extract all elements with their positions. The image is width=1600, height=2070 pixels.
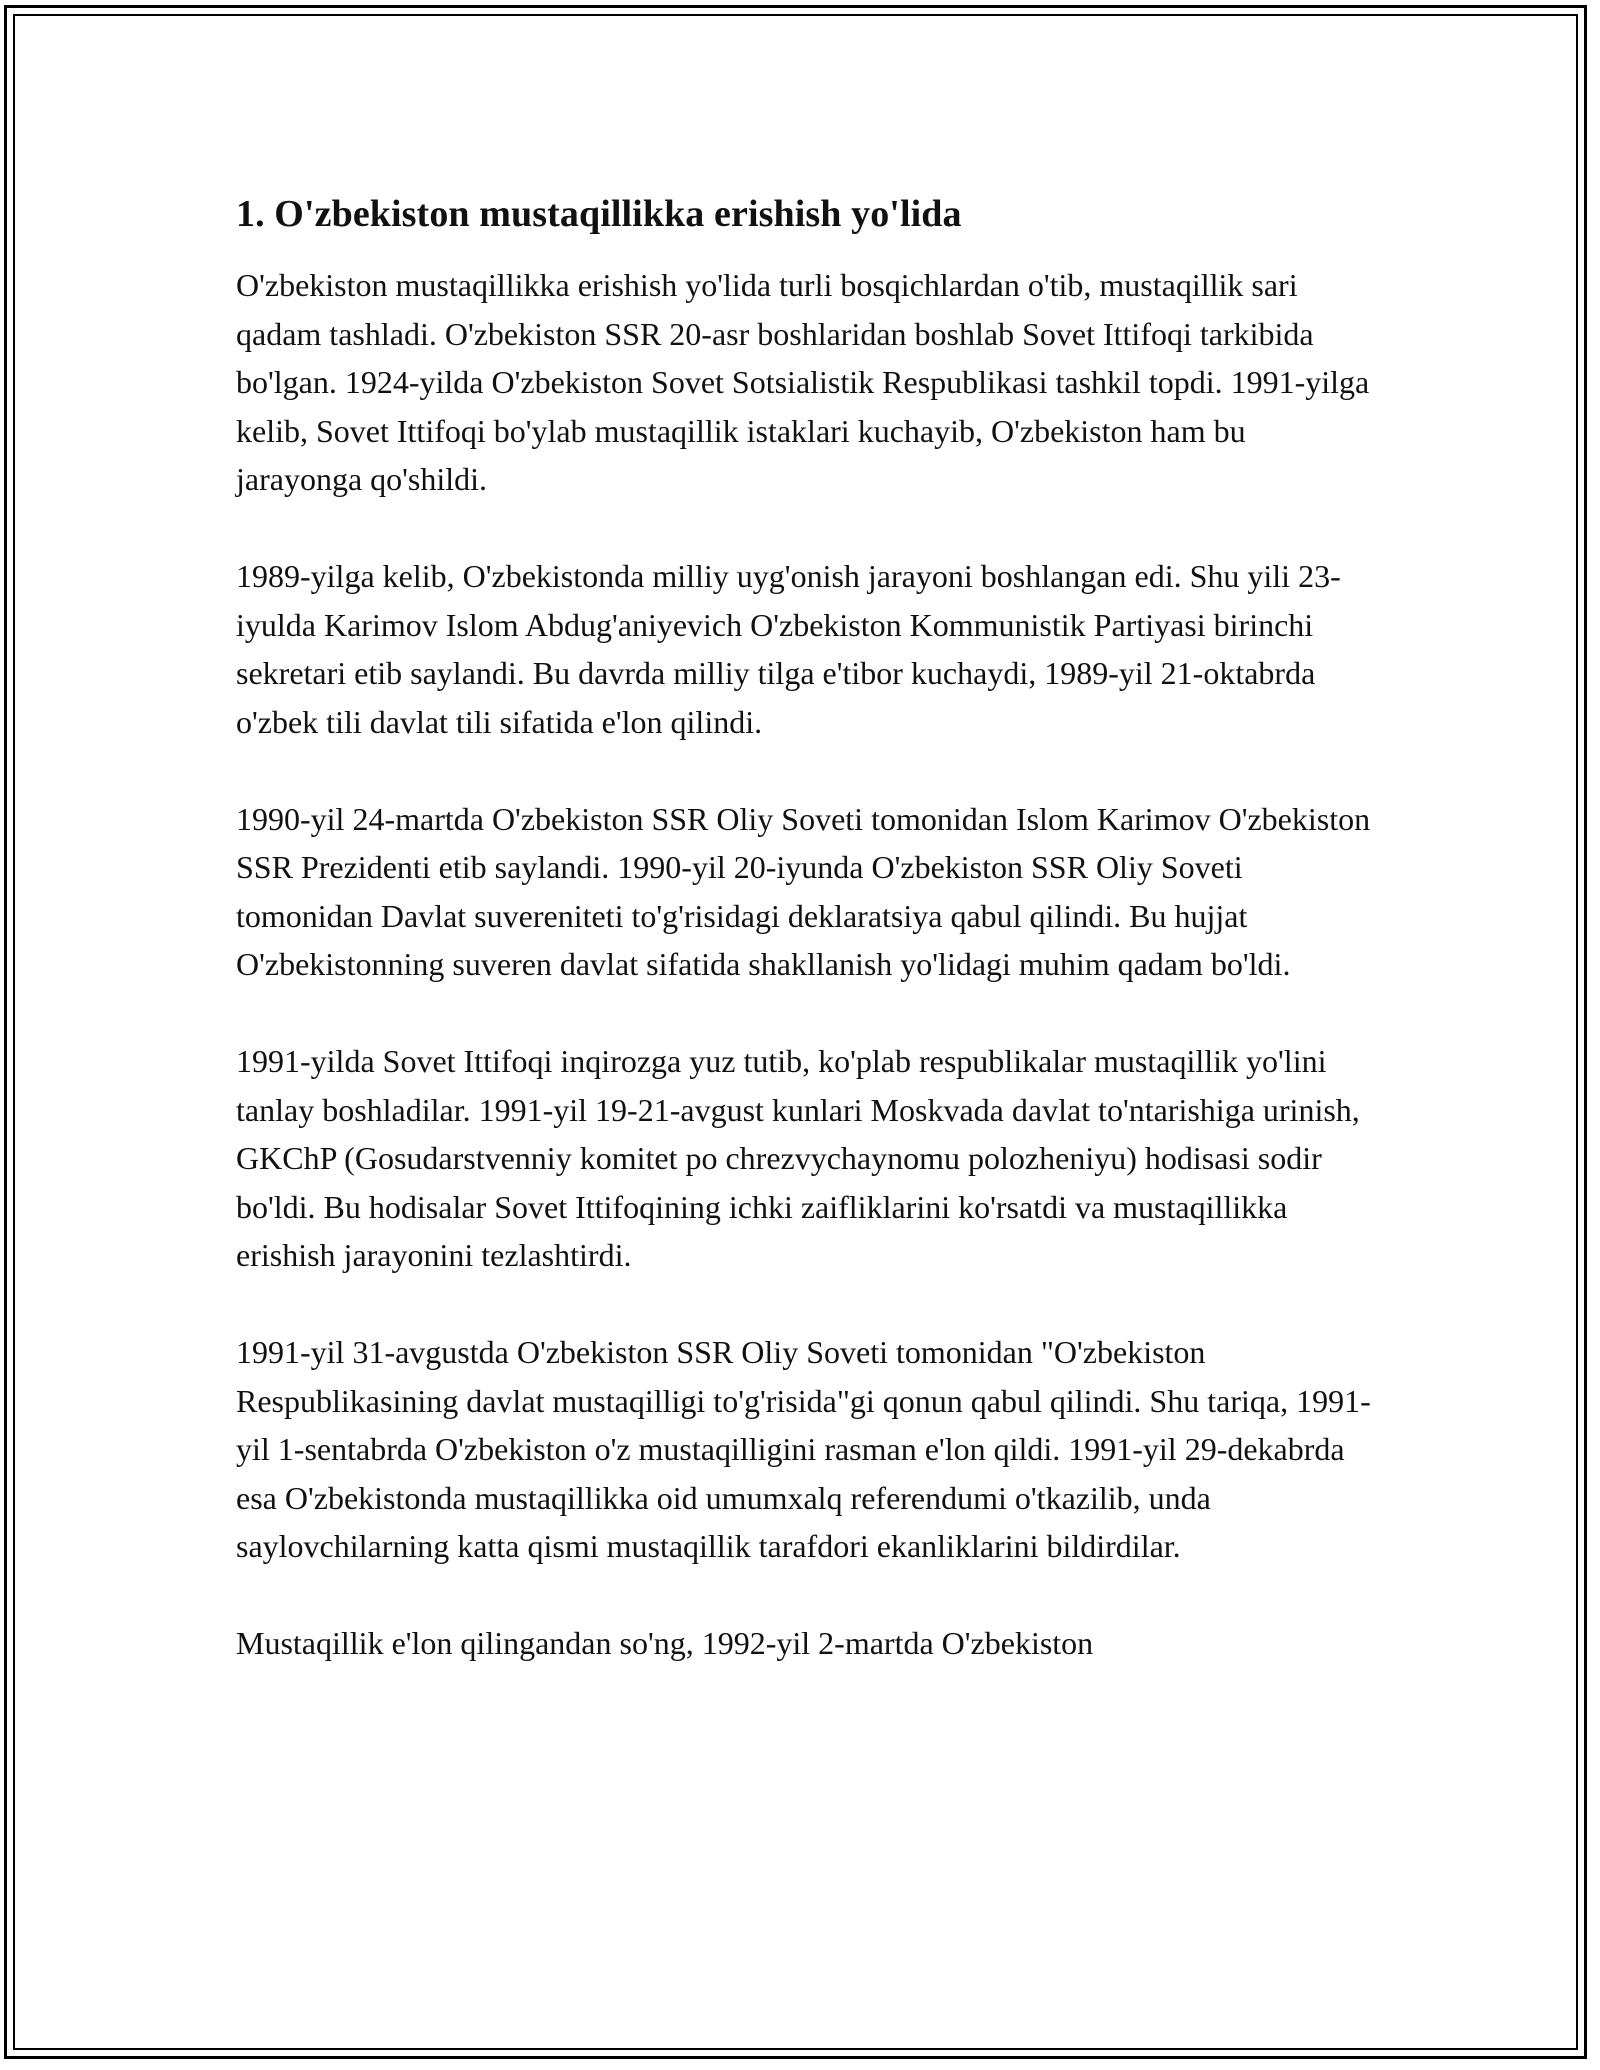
paragraph-1: O'zbekiston mustaqillikka erishish yo'lida turli bosqichlardan o'tib, mustaqillik sari qadam tashladi. O'zbekiston SSR 20-asr boshlaridan boshlab Sovet Ittifoqi tarkibida bo'lgan. 1924-yilda O'zbekiston Sovet Sotsialistik Respublikasi tashkil topdi. 1991-yilga kelib, Sovet Ittifoqi bo'ylab mustaqillik istaklari kuchayib, O'zbekiston ham bu jarayonga qo'shildi. [236, 267, 1370, 497]
paragraph-4: 1991-yilda Sovet Ittifoqi inqirozga yuz tutib, ko'plab respublikalar mustaqillik yo'lini tanlay boshladilar. 1991-yil 19-21-avgust kunlari Moskvada davlat to'ntarishiga urinish, GKChP (Gosudarstvenniy komitet po chrezvychaynomu polozheniyu) hodisasi sodir bo'ldi. Bu hodisalar Sovet Ittifoqining ichki zaifliklarini ko'rsatdi va mustaqillikka erishish jarayonini tezlashtirdi. [236, 1043, 1360, 1273]
paragraph-3: 1990-yil 24-martda O'zbekiston SSR Oliy Soveti tomonidan Islom Karimov O'zbekiston SSR Prezidenti etib saylandi. 1990-yil 20-iyunda O'zbekiston SSR Oliy Soveti tomonidan Davlat suvereniteti to'g'risidagi deklaratsiya qabul qilindi. Bu hujjat O'zbekistonning suveren davlat sifatida shakllanish yo'lidagi muhim qadam bo'ldi. [236, 800, 1371, 982]
paragraph-5: 1991-yil 31-avgustda O'zbekiston SSR Oliy Soveti tomonidan "O'zbekiston Respublikasining davlat mustaqilligi to'g'risida"gi qonun qabul qilindi. Shu tariqa, 1991-yil 1-sentabrda O'zbekiston o'z mustaqilligini rasman e'lon qildi. 1991-yil 29-dekabrda esa O'zbekistonda mustaqillikka oid umumxalq referendumi o'tkazilib, unda saylovchilarning katta qismi mustaqillik tarafdori ekanliklarini bildirdilar. [236, 1334, 1371, 1564]
section-heading: 1. O'zbekiston mustaqillikka erishish yo'lida [236, 193, 962, 235]
paragraph-2: 1989-yilga kelib, O'zbekistonda milliy uyg'onish jarayoni boshlangan edi. Shu yili 23-iyulda Karimov Islom Abdug'aniyevich O'zbekiston Kommunistik Partiyasi birinchi sekretari etib saylandi. Bu davrda milliy tilga e'tibor kuchaydi, 1989-yil 21-oktabrda o'zbek tili davlat tili sifatida e'lon qilindi. [236, 558, 1341, 740]
paragraph-6: Mustaqillik e'lon qilingandan so'ng, 1992-yil 2-martda O'zbekiston [236, 1625, 1094, 1661]
document-body [236, 186, 1376, 1668]
